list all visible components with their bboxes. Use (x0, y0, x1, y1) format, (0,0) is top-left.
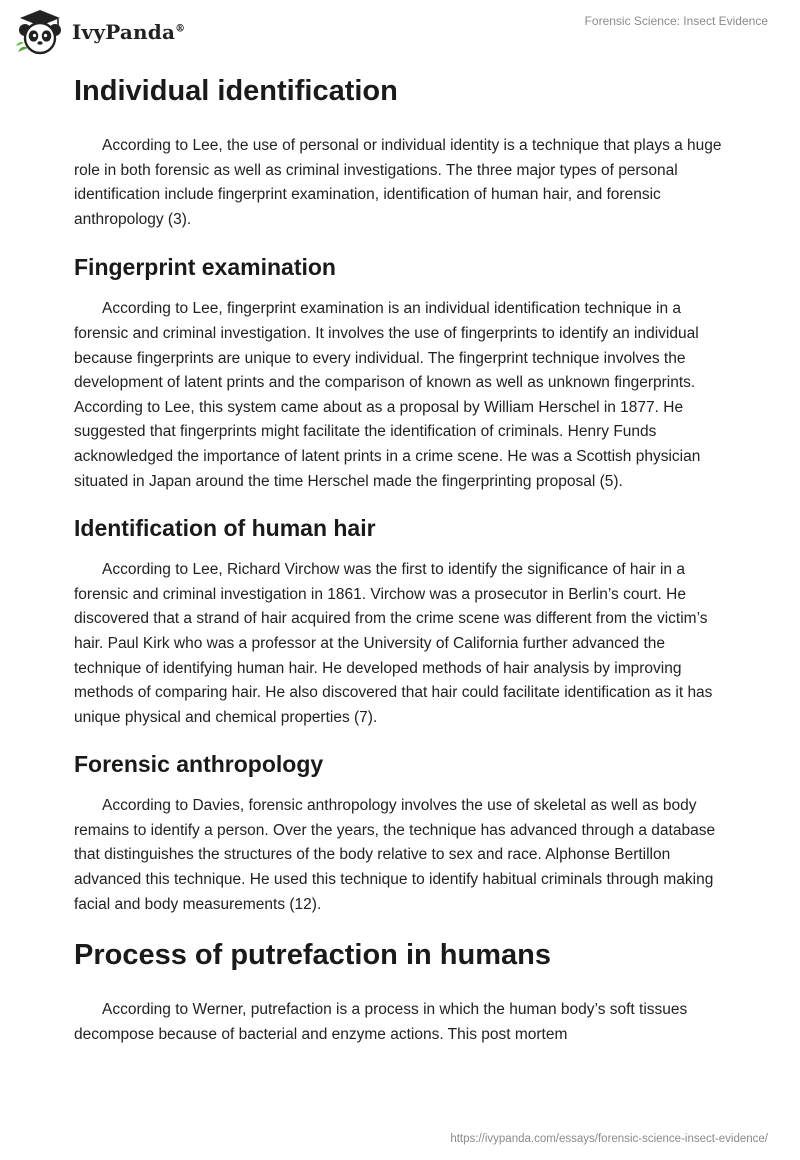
section-paragraph-putrefaction: According to Werner, putrefaction is a process in which the human body’s soft tissues decompose because of bacterial and enzyme actions. This post mortem (74, 1001, 688, 1043)
essay-content (74, 70, 734, 1047)
section-paragraph-forensic-anthropology: According to Davies, forensic anthropology involves the use of skeletal as well as body remains to identify a person. Over the years, the technique has advanced through a database that distinguishes the structures of the body relative to sex and race. Alphonse Bertillon advanced this technique. He used this technique to identify habitual criminals through making facial and body measurements (12). (74, 797, 716, 913)
ivypanda-logo[interactable] (14, 8, 185, 56)
panda-graduate-icon (14, 8, 66, 56)
section-heading-forensic-anthropology: Forensic anthropology (74, 751, 324, 778)
logo-wordmark: IvyPanda® (72, 20, 186, 44)
section-heading-human-hair: Identification of human hair (74, 515, 376, 542)
section-heading-individual-identification: Individual identification (74, 75, 398, 107)
section-heading-fingerprint-examination: Fingerprint examination (74, 254, 336, 281)
document-title: Forensic Science: Insect Evidence (584, 14, 768, 28)
section-heading-putrefaction: Process of putrefaction in humans (74, 939, 551, 972)
page-header (0, 0, 800, 62)
section-paragraph-human-hair: According to Lee, Richard Virchow was the first to identify the significance of hair in a forensic and criminal investigation in 1861. Virchow was a prosecutor in Berlin’s court. He discovered that a strand of hair acquired from the crime scene was different from the victim’s hair. Paul Kirk who was a professor at the University of California further advanced the technique of identifying human hair. He developed methods of hair analysis by improving methods of comparing hair. He also discovered that hair could facilitate identification as it has unique physical and chemical properties (7). (74, 561, 713, 726)
source-url[interactable]: https://ivypanda.com/essays/forensic-science-insect-evidence/ (450, 1133, 768, 1145)
section-paragraph-individual-identification: According to Lee, the use of personal or individual identity is a technique that plays a huge role in both forensic as well as criminal investigations. The three major types of personal identification include fingerprint examination, identification of human hair, and forensic anthropology (3). (74, 137, 722, 228)
section-paragraph-fingerprint-examination: According to Lee, fingerprint examination is an individual identification technique in a forensic and criminal investigation. It involves the use of fingerprints to identify an individual because fingerprints are unique to every individual. The fingerprint technique involves the development of latent prints and the comparison of known as well as unknown fingerprints. According to Lee, this system came about as a proposal by William Herschel in 1877. He suggested that fingerprints might facilitate the identification of criminals. Henry Funds acknowledged the importance of latent prints in a crime scene. He was a Scottish physician situated in Japan around the time Herschel made the fingerprinting proposal (5). (74, 300, 701, 490)
